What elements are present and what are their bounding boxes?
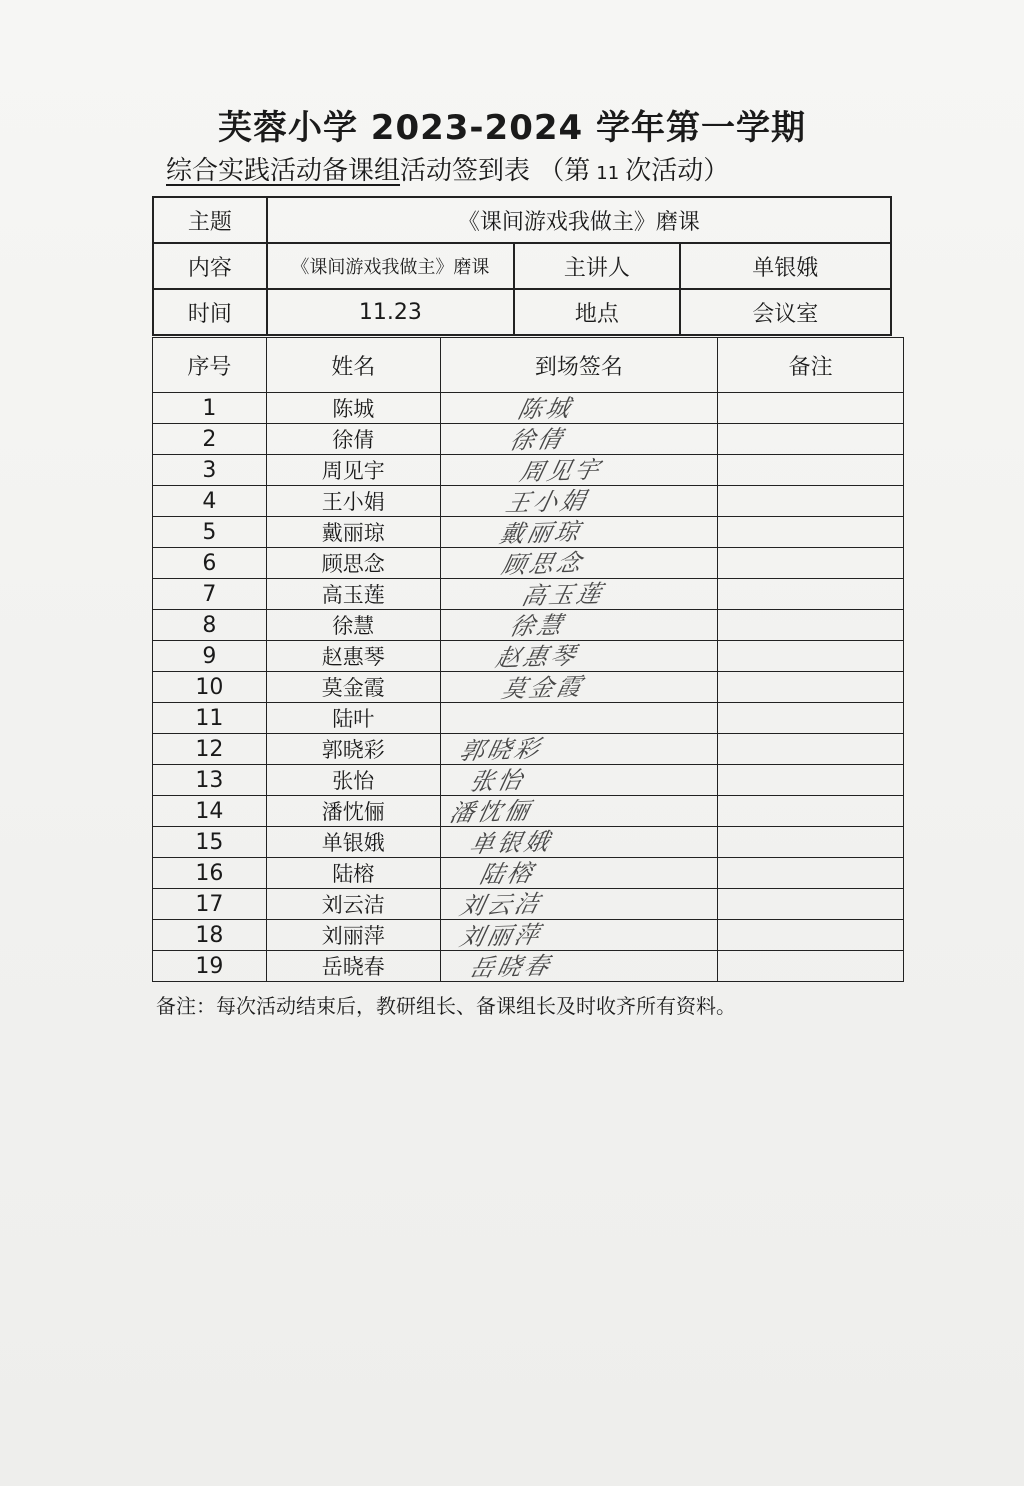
place-label: 地点 — [514, 289, 680, 335]
row-remark — [718, 951, 904, 982]
content-value: 《课间游戏我做主》磨课 — [267, 243, 514, 289]
row-seq: 10 — [153, 672, 267, 703]
row-signature-cell — [440, 765, 718, 796]
topic-label: 主题 — [153, 197, 267, 243]
row-name: 徐倩 — [266, 424, 440, 455]
handwritten-signature: 周见宇 — [516, 455, 605, 487]
content-label: 内容 — [153, 243, 267, 289]
row-name: 高玉莲 — [266, 579, 440, 610]
row-signature-cell — [440, 579, 718, 610]
row-name: 陆榕 — [266, 858, 440, 889]
handwritten-signature: 单银娥 — [466, 827, 555, 859]
handwritten-signature: 戴丽琼 — [496, 517, 585, 549]
row-remark — [718, 610, 904, 641]
row-name: 潘忱俪 — [266, 796, 440, 827]
row-seq: 6 — [153, 548, 267, 579]
table-row — [153, 579, 904, 610]
table-row — [153, 486, 904, 517]
page-title: 芙蓉小学 2023-2024 学年第一学期 — [217, 108, 807, 148]
table-row — [153, 672, 904, 703]
header-name: 姓名 — [266, 338, 440, 393]
subtitle-end: 次活动） — [625, 156, 730, 186]
session-number: 11 — [596, 163, 620, 184]
row-remark — [718, 734, 904, 765]
handwritten-signature: 岳晓春 — [466, 951, 555, 983]
row-remark — [718, 641, 904, 672]
row-name: 陆叶 — [266, 703, 440, 734]
row-name: 刘丽萍 — [266, 920, 440, 951]
handwritten-signature: 张怡 — [466, 766, 528, 796]
row-seq: 13 — [153, 765, 267, 796]
handwritten-signature: 刘云洁 — [456, 889, 545, 921]
row-remark — [718, 517, 904, 548]
table-row — [153, 548, 904, 579]
row-name: 顾思念 — [266, 548, 440, 579]
row-name: 徐慧 — [266, 610, 440, 641]
row-name: 单银娥 — [266, 827, 440, 858]
row-seq: 1 — [153, 393, 267, 424]
handwritten-signature: 潘忱俪 — [446, 796, 535, 828]
table-row — [153, 610, 904, 641]
place-value: 会议室 — [680, 289, 891, 335]
row-seq: 4 — [153, 486, 267, 517]
row-remark — [718, 889, 904, 920]
row-signature-cell — [440, 796, 718, 827]
row-name: 刘云洁 — [266, 889, 440, 920]
row-remark — [718, 827, 904, 858]
meta-row-content — [153, 243, 891, 289]
subtitle-group: 综合实践活动备课组 — [166, 156, 401, 186]
row-signature-cell — [440, 703, 718, 734]
table-row — [153, 393, 904, 424]
row-signature-cell — [440, 920, 718, 951]
row-seq: 16 — [153, 858, 267, 889]
row-remark — [718, 703, 904, 734]
page-subtitle — [166, 150, 729, 187]
row-seq: 19 — [153, 951, 267, 982]
topic-value: 《课间游戏我做主》磨课 — [267, 197, 891, 243]
handwritten-signature: 徐倩 — [506, 425, 568, 455]
row-seq: 9 — [153, 641, 267, 672]
table-row — [153, 517, 904, 548]
row-signature-cell — [440, 393, 718, 424]
row-remark — [718, 765, 904, 796]
table-row — [153, 455, 904, 486]
speaker-value: 单银娥 — [680, 243, 891, 289]
handwritten-signature: 王小娟 — [502, 486, 591, 518]
row-seq: 12 — [153, 734, 267, 765]
handwritten-signature: 郭晓彩 — [456, 734, 545, 766]
row-signature-cell — [440, 951, 718, 982]
handwritten-signature: 徐慧 — [506, 611, 568, 641]
row-signature-cell — [440, 734, 718, 765]
footnote: 备注：每次活动结束后，教研组长、备课组长及时收齐所有资料。 — [156, 994, 736, 1018]
row-seq: 11 — [153, 703, 267, 734]
row-remark — [718, 579, 904, 610]
time-value: 11.23 — [267, 289, 514, 335]
row-seq: 8 — [153, 610, 267, 641]
row-remark — [718, 393, 904, 424]
row-name: 王小娟 — [266, 486, 440, 517]
row-remark — [718, 920, 904, 951]
row-name: 莫金霞 — [266, 672, 440, 703]
row-name: 陈城 — [266, 393, 440, 424]
attendance-header-row — [153, 338, 904, 393]
row-signature-cell — [440, 858, 718, 889]
header-signature: 到场签名 — [440, 338, 718, 393]
row-signature-cell — [440, 672, 718, 703]
handwritten-signature: 莫金霞 — [498, 672, 587, 704]
row-remark — [718, 455, 904, 486]
row-name: 岳晓春 — [266, 951, 440, 982]
subtitle-rest: 活动签到表 （第 — [400, 156, 591, 186]
header-remark: 备注 — [718, 338, 904, 393]
table-row — [153, 951, 904, 982]
table-row — [153, 424, 904, 455]
row-seq: 14 — [153, 796, 267, 827]
handwritten-signature: 陆榕 — [476, 859, 538, 889]
row-seq: 2 — [153, 424, 267, 455]
meta-row-topic — [153, 197, 891, 243]
row-signature-cell — [440, 827, 718, 858]
row-seq: 3 — [153, 455, 267, 486]
handwritten-signature: 高玉莲 — [518, 579, 607, 611]
row-name: 郭晓彩 — [266, 734, 440, 765]
row-seq: 7 — [153, 579, 267, 610]
row-name: 张怡 — [266, 765, 440, 796]
header-seq: 序号 — [153, 338, 267, 393]
handwritten-signature: 顾思念 — [498, 548, 587, 580]
meta-row-time — [153, 289, 891, 335]
meta-table — [152, 196, 892, 336]
row-seq: 15 — [153, 827, 267, 858]
row-name: 赵惠琴 — [266, 641, 440, 672]
row-remark — [718, 424, 904, 455]
handwritten-signature: 赵惠琴 — [492, 641, 581, 673]
row-seq: 17 — [153, 889, 267, 920]
row-remark — [718, 672, 904, 703]
time-label: 时间 — [153, 289, 267, 335]
row-seq: 18 — [153, 920, 267, 951]
row-name: 戴丽琼 — [266, 517, 440, 548]
row-remark — [718, 548, 904, 579]
attendance-table — [152, 337, 904, 982]
speaker-label: 主讲人 — [514, 243, 680, 289]
handwritten-signature: 陈城 — [514, 394, 576, 424]
table-row — [153, 641, 904, 672]
row-name: 周见宇 — [266, 455, 440, 486]
row-signature-cell — [440, 889, 718, 920]
handwritten-signature: 刘丽萍 — [456, 920, 545, 952]
row-seq: 5 — [153, 517, 267, 548]
row-remark — [718, 486, 904, 517]
row-remark — [718, 796, 904, 827]
row-remark — [718, 858, 904, 889]
